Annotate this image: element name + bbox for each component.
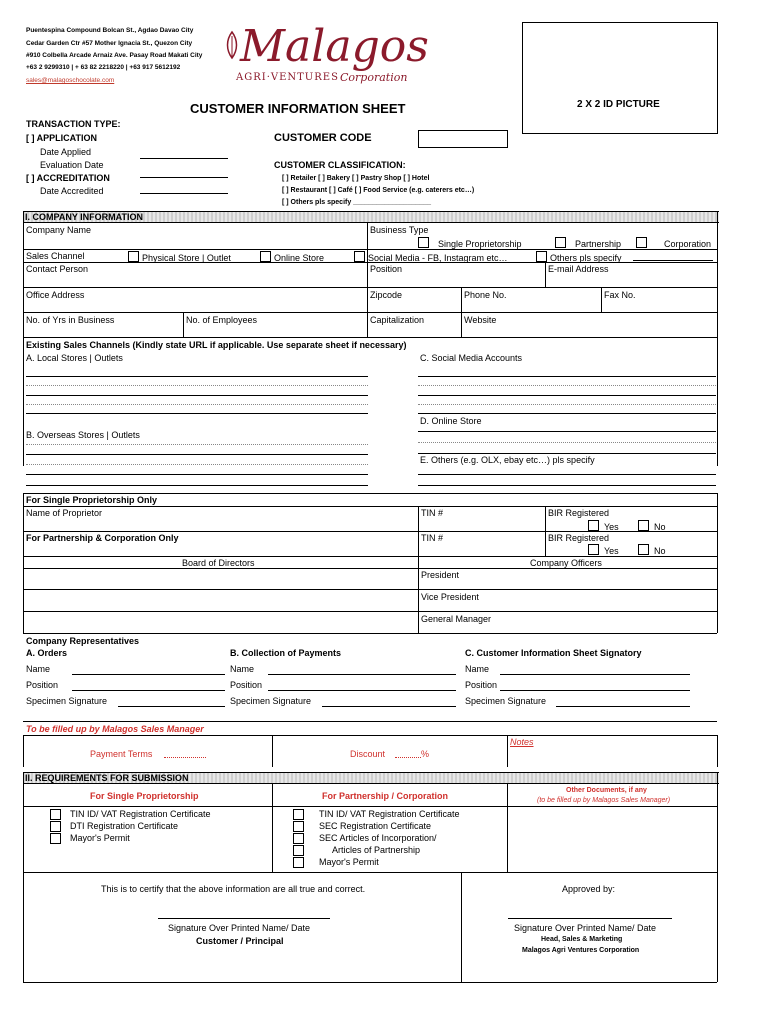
row-line bbox=[23, 633, 717, 634]
overseas-line-3[interactable] bbox=[26, 485, 368, 486]
office-address-label: Office Address bbox=[26, 290, 85, 300]
label: Physical Store | Outlet bbox=[142, 253, 231, 263]
business-type-corporation[interactable] bbox=[636, 237, 711, 249]
bir-label-2: BIR Registered bbox=[548, 533, 610, 543]
online-store-label: D. Online Store bbox=[420, 416, 482, 426]
accreditation-checkbox[interactable]: [ ] ACCREDITATION bbox=[26, 173, 110, 183]
partner-req-checkbox-1[interactable] bbox=[293, 809, 304, 820]
reps-heading: Company Representatives bbox=[26, 636, 140, 646]
row-line bbox=[23, 611, 717, 612]
business-type-label: Business Type bbox=[370, 225, 429, 235]
border-left bbox=[23, 872, 24, 982]
divider bbox=[545, 262, 546, 287]
contact-person-label: Contact Person bbox=[26, 264, 89, 274]
single-req-item-1: TIN ID/ VAT Registration Certificate bbox=[70, 809, 211, 819]
dotted-guide bbox=[418, 385, 716, 386]
partner-req-item-2: SEC Registration Certificate bbox=[319, 821, 432, 831]
payment-terms-label: Payment Terms bbox=[90, 749, 153, 759]
checkbox[interactable] bbox=[588, 544, 599, 555]
approved-by-label: Approved by: bbox=[562, 884, 616, 894]
business-type-single[interactable] bbox=[418, 237, 522, 249]
checkbox[interactable] bbox=[128, 251, 139, 262]
social-line-1[interactable] bbox=[418, 376, 716, 377]
discount-percent: % bbox=[421, 749, 430, 759]
social-line-2[interactable] bbox=[418, 395, 716, 396]
customer-code-label: CUSTOMER CODE bbox=[274, 132, 372, 144]
divider bbox=[367, 223, 368, 337]
application-checkbox[interactable]: [ ] APPLICATION bbox=[26, 133, 97, 143]
bir-label-1: BIR Registered bbox=[548, 508, 610, 518]
partner-req-heading: For Partnership / Corporation bbox=[322, 791, 449, 801]
requirements-header: II. REQUIREMENTS FOR SUBMISSION bbox=[23, 772, 719, 784]
capitalization-label: Capitalization bbox=[370, 315, 425, 325]
divider bbox=[601, 287, 602, 312]
dotted-guide bbox=[418, 404, 716, 405]
overseas-line-1[interactable] bbox=[26, 454, 368, 455]
partner-req-item-1: TIN ID/ VAT Registration Certificate bbox=[319, 809, 460, 819]
row-line bbox=[23, 493, 717, 494]
row-line bbox=[23, 249, 717, 250]
local-stores-label: A. Local Stores | Outlets bbox=[26, 353, 123, 363]
checkbox[interactable] bbox=[354, 251, 365, 262]
collection-name-line[interactable] bbox=[268, 674, 456, 675]
others-channel-label: E. Others (e.g. OLX, ebay etc…) pls specify bbox=[420, 455, 595, 465]
dotted-guide bbox=[26, 404, 368, 405]
collection-name-label: Name bbox=[230, 664, 255, 674]
approver-role-label-1: Head, Sales & Marketing bbox=[541, 936, 623, 943]
divider bbox=[272, 735, 273, 767]
row-line bbox=[23, 982, 717, 983]
border-right bbox=[717, 772, 718, 872]
partner-req-item-4: Articles of Partnership bbox=[332, 845, 421, 855]
border-left bbox=[23, 735, 24, 767]
row-line bbox=[23, 556, 717, 557]
classification-row-2[interactable]: [ ] Restaurant [ ] Café [ ] Food Service (e.g. caterers etc…) bbox=[282, 187, 475, 194]
row-line bbox=[23, 568, 717, 569]
classification-label: CUSTOMER CLASSIFICATION: bbox=[274, 160, 406, 170]
certify-statement: This is to certify that the above information are all true and correct. bbox=[101, 884, 366, 894]
row-line bbox=[23, 721, 717, 722]
date-applied-line[interactable] bbox=[140, 158, 228, 159]
other-docs-sub: (to be filled up by Malagos Sales Manager) bbox=[537, 797, 671, 804]
local-line-1[interactable] bbox=[26, 376, 368, 377]
president-label: President bbox=[421, 570, 460, 580]
approver-role-label-2: Malagos Agri Ventures Corporation bbox=[522, 947, 640, 954]
signatory-specimen-line[interactable] bbox=[556, 706, 690, 707]
label: No bbox=[654, 522, 666, 532]
classification-row-1[interactable]: [ ] Retailer [ ] Bakery [ ] Pastry Shop [ ] Hotel bbox=[282, 175, 430, 182]
id-picture-label: 2 X 2 ID PICTURE bbox=[577, 99, 660, 110]
logo-name: Malagos bbox=[240, 21, 429, 72]
border-left bbox=[23, 493, 24, 633]
general-manager-label: General Manager bbox=[421, 614, 492, 624]
customer-signature-line[interactable] bbox=[158, 918, 330, 919]
partner-req-checkbox-5[interactable] bbox=[293, 857, 304, 868]
zipcode-label: Zipcode bbox=[370, 290, 403, 300]
collection-specimen-label: Specimen Signature bbox=[230, 696, 312, 706]
signatory-position-label: Position bbox=[465, 680, 498, 690]
date-accredited-line[interactable] bbox=[140, 193, 228, 194]
checkbox[interactable] bbox=[636, 237, 647, 248]
label: Single Proprietorship bbox=[438, 239, 522, 249]
page-title: CUSTOMER INFORMATION SHEET bbox=[190, 101, 406, 116]
row-line bbox=[23, 506, 717, 507]
single-req-item-2: DTI Registration Certificate bbox=[70, 821, 179, 831]
border-right bbox=[717, 211, 718, 466]
orders-name-label: Name bbox=[26, 664, 51, 674]
address-line-4: +63 2 9299310 | + 63 82 2218220 | +63 917 5612192 bbox=[26, 64, 181, 71]
email-address-label: E-mail Address bbox=[548, 264, 609, 274]
notes-label: Notes bbox=[510, 737, 534, 747]
partner-req-item-5: Mayor's Permit bbox=[319, 857, 379, 867]
signatory-heading: C. Customer Information Sheet Signatory bbox=[465, 648, 642, 658]
single-req-item-3: Mayor's Permit bbox=[70, 833, 130, 843]
approver-signature-line[interactable] bbox=[508, 918, 672, 919]
orders-name-line[interactable] bbox=[72, 674, 225, 675]
social-media-label: C. Social Media Accounts bbox=[420, 353, 523, 363]
name-proprietor-label: Name of Proprietor bbox=[26, 508, 103, 518]
position-label: Position bbox=[370, 264, 403, 274]
collection-position-line[interactable] bbox=[268, 690, 456, 691]
customer-role-label: Customer / Principal bbox=[196, 936, 284, 946]
row-line bbox=[23, 806, 717, 807]
collection-specimen-line[interactable] bbox=[322, 706, 456, 707]
social-line-3[interactable] bbox=[418, 413, 716, 414]
email-link[interactable]: sales@malagoschocolate.com bbox=[26, 77, 115, 84]
row-line bbox=[23, 872, 717, 873]
checkbox[interactable] bbox=[536, 251, 547, 262]
dotted-guide bbox=[26, 385, 368, 386]
transaction-type-label: TRANSACTION TYPE: bbox=[26, 119, 121, 129]
border-right bbox=[717, 872, 718, 982]
evaluation-date-label: Evaluation Date bbox=[40, 160, 104, 170]
overseas-stores-label: B. Overseas Stores | Outlets bbox=[26, 430, 140, 440]
customer-signature-label: Signature Over Printed Name/ Date bbox=[168, 923, 311, 933]
collection-position-label: Position bbox=[230, 680, 263, 690]
channels-heading: Existing Sales Channels (Kindly state URL if applicable. Use separate sheet if necessary) bbox=[26, 340, 407, 350]
dotted-guide bbox=[26, 444, 368, 445]
bir-no-2[interactable] bbox=[638, 544, 666, 556]
id-picture-box bbox=[522, 22, 718, 134]
payment-terms-line[interactable] bbox=[164, 757, 206, 758]
sales-manager-heading: To be filled up by Malagos Sales Manager bbox=[26, 724, 204, 734]
evaluation-date-line[interactable] bbox=[140, 177, 228, 178]
orders-position-label: Position bbox=[26, 680, 59, 690]
row-line bbox=[23, 287, 717, 288]
online-line-2[interactable] bbox=[418, 453, 716, 454]
tin-label-1: TIN # bbox=[421, 508, 444, 518]
local-line-3[interactable] bbox=[26, 413, 368, 414]
bir-yes-2[interactable] bbox=[588, 544, 619, 556]
checkbox[interactable] bbox=[555, 237, 566, 248]
partner-req-checkbox-3[interactable] bbox=[293, 833, 304, 844]
checkbox[interactable] bbox=[588, 520, 599, 531]
label: No bbox=[654, 546, 666, 556]
divider bbox=[461, 872, 462, 982]
logo-sub-corp: Corporation bbox=[340, 71, 408, 84]
customer-code-input[interactable] bbox=[418, 130, 508, 148]
fax-no-label: Fax No. bbox=[604, 290, 636, 300]
single-req-heading: For Single Proprietorship bbox=[90, 791, 199, 801]
approver-signature-label: Signature Over Printed Name/ Date bbox=[514, 923, 657, 933]
border-right bbox=[717, 493, 718, 633]
single-only-heading: For Single Proprietorship Only bbox=[26, 495, 158, 505]
phone-no-label: Phone No. bbox=[464, 290, 507, 300]
date-accredited-label: Date Accredited bbox=[40, 186, 104, 196]
dotted-guide bbox=[418, 442, 716, 443]
signatory-specimen-label: Specimen Signature bbox=[465, 696, 547, 706]
row-line bbox=[23, 589, 717, 590]
label: Others pls specify bbox=[550, 253, 622, 263]
checkbox[interactable] bbox=[260, 251, 271, 262]
row-line bbox=[23, 312, 717, 313]
checkbox[interactable] bbox=[418, 237, 429, 248]
overseas-line-2[interactable] bbox=[26, 474, 368, 475]
discount-label: Discount bbox=[350, 749, 386, 759]
others-line-2[interactable] bbox=[418, 485, 716, 486]
company-info-header: I. COMPANY INFORMATION bbox=[23, 211, 719, 223]
no-employees-label: No. of Employees bbox=[186, 315, 258, 325]
border-right bbox=[717, 735, 718, 767]
orders-specimen-line[interactable] bbox=[118, 706, 225, 707]
other-docs-heading: Other Documents, if any bbox=[566, 787, 647, 794]
signatory-position-line[interactable] bbox=[500, 690, 690, 691]
divider bbox=[183, 312, 184, 337]
divider bbox=[507, 784, 508, 872]
yrs-business-label: No. of Yrs in Business bbox=[26, 315, 115, 325]
address-line-2: Cedar Garden Ctr #57 Mother Ignacia St., Quezon City bbox=[26, 40, 193, 47]
dotted-guide bbox=[26, 464, 368, 465]
address-line-3: #910 Colbella Arcade Arnaiz Ave. Pasay Road Makati City bbox=[26, 52, 203, 59]
orders-position-line[interactable] bbox=[72, 690, 225, 691]
company-name-label: Company Name bbox=[26, 225, 92, 235]
tin-label-2: TIN # bbox=[421, 533, 444, 543]
address-line-1: Puentespina Compound Bolcan St., Agdao Davao City bbox=[26, 27, 194, 34]
row-line bbox=[23, 531, 717, 532]
divider bbox=[418, 506, 419, 633]
orders-heading: A. Orders bbox=[26, 648, 68, 658]
label: Partnership bbox=[575, 239, 622, 249]
single-req-checkbox-3[interactable] bbox=[50, 833, 61, 844]
label: Social Media - FB, Instagram etc… bbox=[368, 253, 508, 263]
single-req-checkbox-2[interactable] bbox=[50, 821, 61, 832]
row-line bbox=[23, 337, 717, 338]
divider bbox=[507, 735, 508, 767]
partner-req-checkbox-4[interactable] bbox=[293, 845, 304, 856]
checkbox[interactable] bbox=[638, 544, 649, 555]
divider bbox=[272, 784, 273, 872]
logo-leaf-icon bbox=[222, 30, 242, 60]
partnership-corp-heading: For Partnership & Corporation Only bbox=[26, 533, 179, 543]
single-req-checkbox-1[interactable] bbox=[50, 809, 61, 820]
row-line bbox=[23, 262, 717, 263]
local-line-2[interactable] bbox=[26, 395, 368, 396]
discount-line[interactable] bbox=[395, 757, 421, 758]
online-line-1[interactable] bbox=[418, 431, 716, 432]
company-officers-label: Company Officers bbox=[530, 558, 602, 568]
sales-channel-label: Sales Channel bbox=[26, 251, 85, 261]
signatory-name-label: Name bbox=[465, 664, 490, 674]
business-type-partnership[interactable] bbox=[555, 237, 621, 249]
partner-req-item-3: SEC Articles of Incorporation/ bbox=[319, 833, 437, 843]
board-directors-label: Board of Directors bbox=[182, 558, 255, 568]
border-left bbox=[23, 772, 24, 872]
label: Online Store bbox=[274, 253, 325, 263]
date-applied-label: Date Applied bbox=[40, 147, 92, 157]
label: Corporation bbox=[664, 239, 712, 249]
partner-req-checkbox-2[interactable] bbox=[293, 821, 304, 832]
collection-heading: B. Collection of Payments bbox=[230, 648, 342, 658]
label: Yes bbox=[604, 522, 619, 532]
others-line-1[interactable] bbox=[418, 474, 716, 475]
label: Yes bbox=[604, 546, 619, 556]
website-label: Website bbox=[464, 315, 497, 325]
others-specify-line[interactable] bbox=[633, 260, 713, 261]
logo-sub-agri: AGRI·VENTURES bbox=[236, 72, 339, 83]
checkbox[interactable] bbox=[638, 520, 649, 531]
vice-president-label: Vice President bbox=[421, 592, 479, 602]
signatory-name-line[interactable] bbox=[500, 674, 690, 675]
classification-row-3[interactable]: [ ] Others pls specify ____________________ bbox=[282, 199, 432, 206]
orders-specimen-label: Specimen Signature bbox=[26, 696, 108, 706]
row-line bbox=[23, 735, 717, 736]
